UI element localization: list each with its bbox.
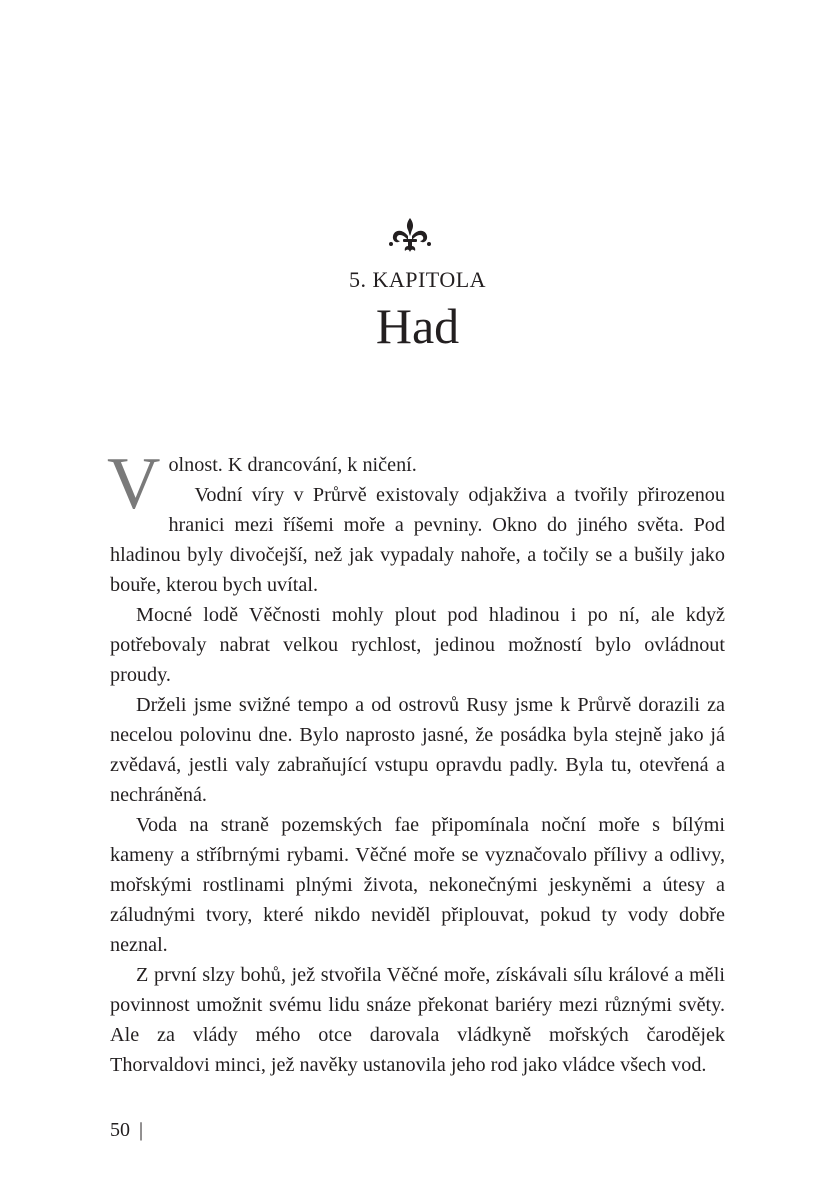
paragraph: Z první slzy bohů, jež stvořila Věčné moře, získávali sílu králové a měli povinnost umožnit svému lidu snáze překonat bariéry mezi různými světy. Ale za vlády mého otce darovala vládkyně mořských čarodějek Thorvaldovi minci, jež navěky ustanovila jeho rod jako vládce všech vod.: [110, 964, 725, 1076]
chapter-label: 5. KAPITOLA: [348, 267, 487, 292]
first-line: olnost. K drancování, k ničení.: [168, 454, 417, 476]
paragraph: Mocné lodě Věčnosti mohly plout pod hladinou i po ní, ale když potřebovaly nabrat velkou rychlost, jedinou možností bylo ovládnout proudy.: [110, 604, 725, 686]
page-footer: [110, 1118, 143, 1142]
first-paragraph: [107, 443, 725, 525]
page-number: 50: [110, 1119, 130, 1141]
fleur-de-lis-icon: [388, 216, 432, 254]
drop-cap: V: [107, 443, 161, 525]
paragraph: Vodní víry v Průrvě existovaly odjakživa a tvořily přirozenou hranici mezi říšemi moře a pevniny. Okno do jiného světa. Pod hladinou byly divočejší, než jak vypadaly nahoře, a točily se a bušily jako bouře, kterou bych uvítal.: [110, 484, 725, 596]
chapter-body: [107, 443, 725, 1080]
paragraph: Drželi jsme svižné tempo a od ostrovů Rusy jsme k Průrvě dorazili za necelou polovinu dne. Bylo naprosto jasné, že posádka byla stejně jako já zvědavá, jestli valy zabraňující vstupu opravdu padly. Byla tu, otevřená a nechráněná.: [110, 694, 725, 806]
footer-separator: |: [139, 1119, 144, 1141]
paragraph: Voda na straně pozemských fae připomínala noční moře s bílými kameny a stříbrnými rybami. Věčné moře se vyznačovalo přílivy a odlivy, mořskými rostlinami plnými života, nekonečnými jeskyněmi a útesy a záludnými tvory, které nikdo neviděl připlouvat, pokud ty vody dobře neznal.: [110, 814, 725, 956]
chapter-title: Had: [375, 298, 460, 354]
